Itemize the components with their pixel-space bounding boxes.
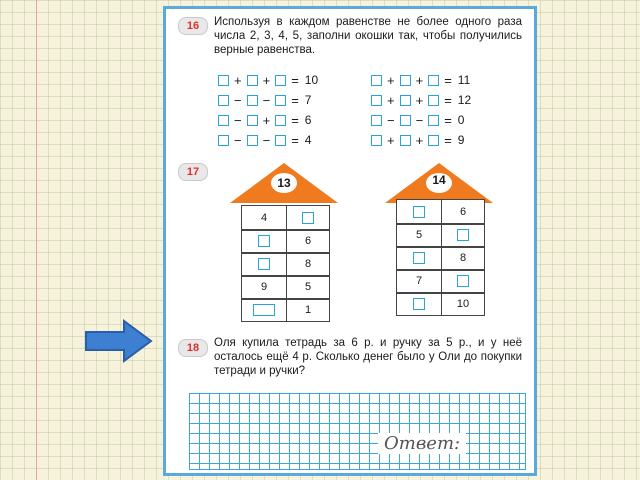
task-16-text: Используя в каждом равенстве не более одного раза числа 2, 3, 4, 5, заполни окошки так, чтобы получились верные равенства. (214, 16, 522, 56)
answer-box[interactable] (428, 135, 439, 146)
answer-box[interactable] (371, 135, 382, 146)
answer-box[interactable] (275, 115, 286, 126)
answer-box[interactable] (218, 75, 229, 86)
house-cell: 9 (260, 280, 268, 293)
operator: + (262, 72, 271, 88)
equation-row (216, 92, 311, 108)
house-cell[interactable] (441, 269, 485, 292)
equals-sign: = (444, 72, 452, 88)
house-cell[interactable] (242, 252, 286, 275)
house-cell: 10 (456, 297, 470, 310)
house-cell: 8 (304, 257, 312, 270)
right-arrow-icon[interactable] (84, 318, 154, 369)
house-cell: 4 (260, 211, 268, 224)
equals-sign: = (291, 112, 299, 128)
answer-box[interactable] (428, 95, 439, 106)
answer-box[interactable] (218, 95, 229, 106)
answer-box[interactable] (275, 95, 286, 106)
operator: + (387, 132, 395, 148)
answer-box[interactable] (371, 95, 382, 106)
equals-sign: = (291, 132, 299, 148)
house-cell: 5 (304, 280, 312, 293)
house-2-roof-number: 14 (432, 173, 446, 187)
operator: + (387, 92, 395, 108)
house-cell: 6 (304, 234, 312, 247)
answer-box[interactable] (302, 212, 314, 224)
house-cell: 8 (459, 251, 467, 264)
house-cell: 1 (304, 303, 312, 316)
equation-row (216, 112, 311, 128)
house-cell[interactable] (397, 200, 441, 223)
equals-sign: = (444, 112, 452, 128)
answer-box[interactable] (457, 275, 469, 287)
operator: − (387, 112, 395, 128)
house-2-table (396, 199, 485, 316)
house-cell[interactable] (397, 292, 441, 315)
house-1-roof-number: 13 (277, 176, 291, 190)
operator: − (234, 112, 242, 128)
equation-row (369, 132, 464, 148)
equation-result: 0 (457, 113, 465, 127)
answer-box[interactable] (428, 115, 439, 126)
answer-box[interactable] (413, 252, 425, 264)
operator: + (415, 92, 424, 108)
answer-box[interactable] (428, 75, 439, 86)
equation-result: 12 (457, 93, 472, 107)
answer-grid[interactable] (189, 393, 526, 470)
equation-result: 10 (304, 73, 319, 87)
equation-row (216, 72, 318, 88)
answer-box[interactable] (218, 135, 229, 146)
operator: + (415, 72, 424, 88)
answer-box[interactable] (275, 135, 286, 146)
house-1-table (241, 205, 330, 322)
equation-result: 9 (457, 133, 465, 147)
answer-box[interactable] (400, 115, 411, 126)
answer-box[interactable] (371, 115, 382, 126)
equation-row (369, 72, 470, 88)
house-cell[interactable] (242, 229, 286, 252)
answer-box[interactable] (258, 258, 270, 270)
operator: − (234, 92, 242, 108)
answer-box[interactable] (400, 75, 411, 86)
house-cell: 5 (415, 228, 423, 241)
operator: − (234, 132, 242, 148)
answer-box[interactable] (371, 75, 382, 86)
equation-result: 11 (457, 73, 471, 87)
equation-result: 4 (304, 133, 312, 147)
notebook-margin-line (36, 0, 37, 480)
task-18-number: 18 (178, 339, 208, 357)
equals-sign: = (444, 132, 452, 148)
operator: − (415, 112, 424, 128)
task-18-text: Оля купила тетрадь за 6 р. и ручку за 5 р., и у неё осталось ещё 4 р. Сколько денег было у Оли до покупки тетради и ручки? (214, 337, 522, 377)
house-cell: 6 (459, 205, 467, 218)
answer-box[interactable] (400, 95, 411, 106)
textbook-page (163, 6, 537, 476)
house-cell[interactable] (441, 223, 485, 246)
equation-row (369, 112, 464, 128)
equals-sign: = (291, 72, 299, 88)
answer-label: Ответ: (378, 433, 466, 454)
equation-result: 6 (304, 113, 312, 127)
operator: + (387, 72, 395, 88)
answer-box[interactable] (258, 235, 270, 247)
operator: + (234, 72, 242, 88)
answer-box[interactable] (400, 135, 411, 146)
answer-box[interactable] (413, 206, 425, 218)
operator: + (262, 112, 271, 128)
answer-box[interactable] (413, 298, 425, 310)
house-cell[interactable] (286, 206, 330, 229)
house-cell: 7 (415, 274, 423, 287)
house-cell[interactable] (242, 298, 286, 321)
equation-row (369, 92, 471, 108)
operator: + (415, 132, 424, 148)
answer-box[interactable] (457, 229, 469, 241)
equals-sign: = (291, 92, 299, 108)
answer-box[interactable] (218, 115, 229, 126)
answer-box[interactable] (247, 75, 258, 86)
answer-box[interactable] (253, 304, 275, 316)
operator: − (262, 92, 271, 108)
house-cell[interactable] (397, 246, 441, 269)
equation-result: 7 (304, 93, 312, 107)
equals-sign: = (444, 92, 452, 108)
answer-box[interactable] (275, 75, 286, 86)
operator: − (262, 132, 271, 148)
answer-box[interactable] (247, 135, 258, 146)
equation-row (216, 132, 311, 148)
task-16-number: 16 (178, 17, 208, 35)
answer-box[interactable] (247, 95, 258, 106)
answer-box[interactable] (247, 115, 258, 126)
task-17-number: 17 (178, 163, 208, 181)
